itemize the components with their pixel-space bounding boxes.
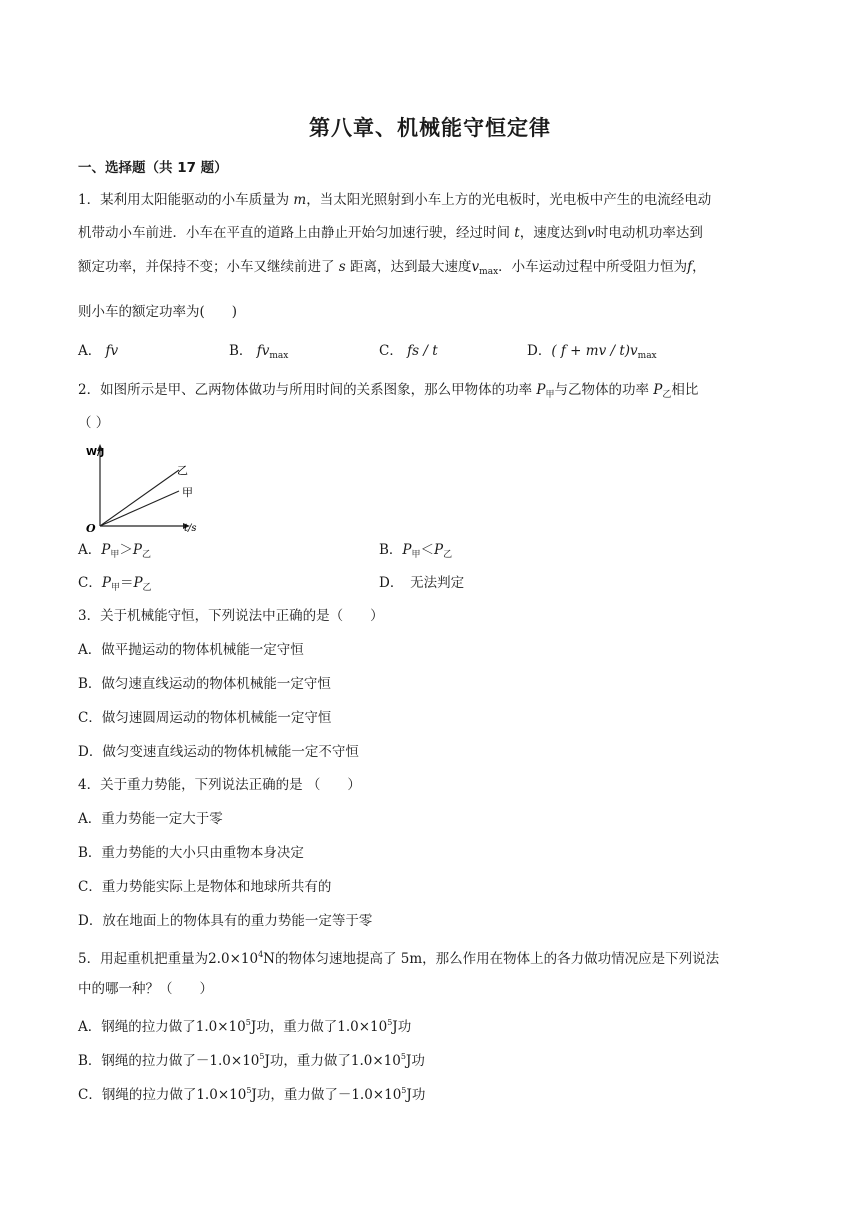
q5-unit: J — [406, 1087, 412, 1103]
q1-line3 — [78, 257, 706, 282]
q5-text: 5．用起重机把重量为 — [78, 951, 209, 967]
q5-exponent: 5 — [246, 1086, 252, 1095]
q5-text: 功，重力做了 — [269, 1053, 351, 1069]
option-label: D． — [527, 343, 552, 359]
q5-exponent: 5 — [387, 1018, 393, 1027]
option-sub: max — [637, 351, 657, 361]
q5-value: 1.0×10 — [209, 1053, 260, 1069]
q1-text: 距离，达到最大速度 — [345, 259, 472, 275]
q2-var-p: P — [653, 382, 663, 398]
q1-option-d — [527, 341, 657, 366]
y-axis-label: W/J — [86, 447, 105, 458]
page-title: 第八章、机械能守恒定律 — [309, 116, 551, 140]
line-jia-label: 甲 — [182, 486, 193, 499]
q1-line4: 则小车的额定功率为( ) — [78, 304, 238, 320]
q1-option-a — [78, 341, 118, 361]
q4-option-b: B．重力势能的大小只由重物本身决定 — [78, 845, 304, 861]
q5-exponent: 4 — [258, 950, 264, 959]
q3-option-b: B．做匀速直线运动的物体机械能一定守恒 — [78, 676, 331, 692]
q1-line2 — [78, 223, 703, 243]
q5-unit: J — [392, 1019, 398, 1035]
q2-var-p: P — [536, 382, 546, 398]
option-sub: 乙 — [443, 550, 453, 560]
option-sub: 甲 — [411, 550, 421, 560]
line-yi-label: 乙 — [177, 464, 188, 477]
q1-var-f: f — [687, 259, 693, 275]
q5-unit: J — [264, 1053, 270, 1069]
option-value: fs / t — [407, 343, 438, 359]
q2-text: 相比 — [671, 382, 699, 398]
q4-option-c: C．重力势能实际上是物体和地球所共有的 — [78, 879, 332, 895]
option-sub: max — [269, 351, 289, 361]
option-label: C． — [78, 575, 102, 591]
q1-option-b — [229, 341, 288, 366]
q3-option-d: D．做匀变速直线运动的物体机械能一定不守恒 — [78, 744, 359, 760]
q1-text: ．小车运动过程中所受阻力恒为 — [498, 259, 688, 275]
option-var: P — [101, 542, 111, 558]
q2-text: 与乙物体的功率 — [554, 382, 654, 398]
q5-unit: J — [251, 1087, 257, 1103]
q5-text: 功 — [411, 1087, 426, 1103]
option-sub: 乙 — [141, 550, 151, 560]
q1-var-s: s — [338, 259, 346, 275]
q1-var-vmax-sub: max — [479, 267, 499, 277]
q2-var-sub: 乙 — [662, 390, 672, 400]
q5-value: 2.0×10 — [208, 951, 259, 967]
q1-var-m: m — [293, 192, 307, 208]
q3-option-c: C．做匀速圆周运动的物体机械能一定守恒 — [78, 710, 332, 726]
option-label: C． — [379, 343, 403, 359]
q1-var-t: t — [514, 225, 520, 241]
q1-text: 额定功率，并保持不变；小车又继续前进了 — [78, 259, 339, 275]
q5-exponent: 5 — [400, 1052, 406, 1061]
q5-option-b — [78, 1047, 425, 1071]
q5-value: 1.0×10 — [351, 1087, 402, 1103]
option-var: P — [402, 542, 412, 558]
q5-value: 1.0×10 — [195, 1019, 246, 1035]
option-sub: 甲 — [110, 550, 120, 560]
q2-option-d: D． 无法判定 — [379, 575, 465, 591]
q5-exponent: 5 — [245, 1018, 251, 1027]
q1-text: 1．某利用太阳能驱动的小车质量为 — [78, 192, 294, 208]
option-sub: 甲 — [110, 583, 120, 593]
q5-text: B．钢绳的拉力做了－ — [78, 1053, 210, 1069]
q1-var-v: v — [587, 225, 595, 241]
option-sub: 乙 — [142, 583, 152, 593]
q5-exponent: 5 — [401, 1086, 407, 1095]
q5-line1 — [78, 945, 719, 969]
q5-unit: N — [263, 951, 275, 967]
q1-text: 机带动小车前进．小车在平直的道路上由静止开始匀加速行驶，经过时间 — [78, 225, 515, 241]
option-label: A． — [78, 542, 102, 558]
option-label: B． — [379, 542, 403, 558]
q1-text: ，当太阳光照射到小车上方的光电板时，光电板中产生的电流经电动 — [306, 192, 712, 208]
q1-option-c — [379, 341, 438, 361]
q2-line1 — [78, 380, 698, 405]
q5-text: 功 — [411, 1053, 425, 1069]
option-label: B． — [229, 343, 253, 359]
q5-value: 1.0×10 — [350, 1053, 401, 1069]
option-label: A． — [78, 343, 102, 359]
q2-line2: （ ） — [78, 415, 110, 431]
line-yi — [100, 470, 179, 526]
q2-option-a: A．$P_甲>P_乙$ — [78, 542, 151, 560]
q1-text: ，速度达到 — [519, 225, 588, 241]
q4-stem: 4．关于重力势能，下列说法正确的是 （ ） — [78, 777, 361, 793]
q2-option-c: C．$P_甲=P_乙$ — [78, 575, 152, 593]
work-time-graph — [86, 440, 216, 532]
q3-stem: 3．关于机械能守恒，下列说法中正确的是（ ） — [78, 608, 384, 624]
q4-option-a: A．重力势能一定大于零 — [78, 811, 223, 827]
option-relation: ＜ — [420, 542, 435, 558]
q5-option-a — [78, 1013, 411, 1037]
q2-var-sub: 甲 — [545, 390, 555, 400]
q5-line2: 中的哪一种？（ ） — [78, 981, 213, 997]
option-value: ( f + mv / t)v — [551, 343, 638, 359]
q1-var-vmax: v — [471, 259, 480, 275]
q2-option-b: B．$P_甲<P_乙$ — [379, 542, 453, 560]
option-relation: ＞ — [119, 542, 133, 558]
q5-text: 的物体匀速地提高了 5m，那么作用在物体上的各力做功情况应是下列说法 — [274, 951, 720, 967]
option-value: fv — [256, 343, 270, 359]
option-value: fv — [105, 343, 119, 359]
line-jia — [100, 491, 179, 526]
origin-label: O — [86, 522, 96, 532]
q1-text: 时电动机功率达到 — [594, 225, 703, 241]
q5-value: 1.0×10 — [196, 1087, 247, 1103]
q5-text: 功，重力做了 — [256, 1019, 338, 1035]
q5-unit: J — [250, 1019, 257, 1035]
q1-text: ， — [692, 259, 706, 275]
q1-line1 — [78, 190, 711, 210]
q5-exponent: 5 — [259, 1052, 265, 1061]
q5-text: C．钢绳的拉力做了 — [78, 1087, 197, 1103]
option-var: P — [101, 575, 111, 591]
q5-unit: J — [405, 1053, 412, 1069]
q5-option-c — [78, 1081, 425, 1105]
q2-text: 2．如图所示是甲、乙两物体做功与所用时间的关系图象，那么甲物体的功率 — [78, 382, 537, 398]
q5-value: 1.0×10 — [337, 1019, 388, 1035]
q5-text: A．钢绳的拉力做了 — [78, 1019, 196, 1035]
x-axis-label: t/s — [184, 523, 197, 532]
q3-option-a: A．做平抛运动的物体机械能一定守恒 — [78, 642, 304, 658]
section-heading: 一、选择题（共 17 题） — [78, 160, 228, 176]
q5-text: 功 — [397, 1019, 412, 1035]
q4-option-d: D．放在地面上的物体具有的重力势能一定等于零 — [78, 913, 373, 929]
option-relation: ＝ — [119, 575, 134, 591]
q5-text: 功，重力做了－ — [256, 1087, 352, 1103]
